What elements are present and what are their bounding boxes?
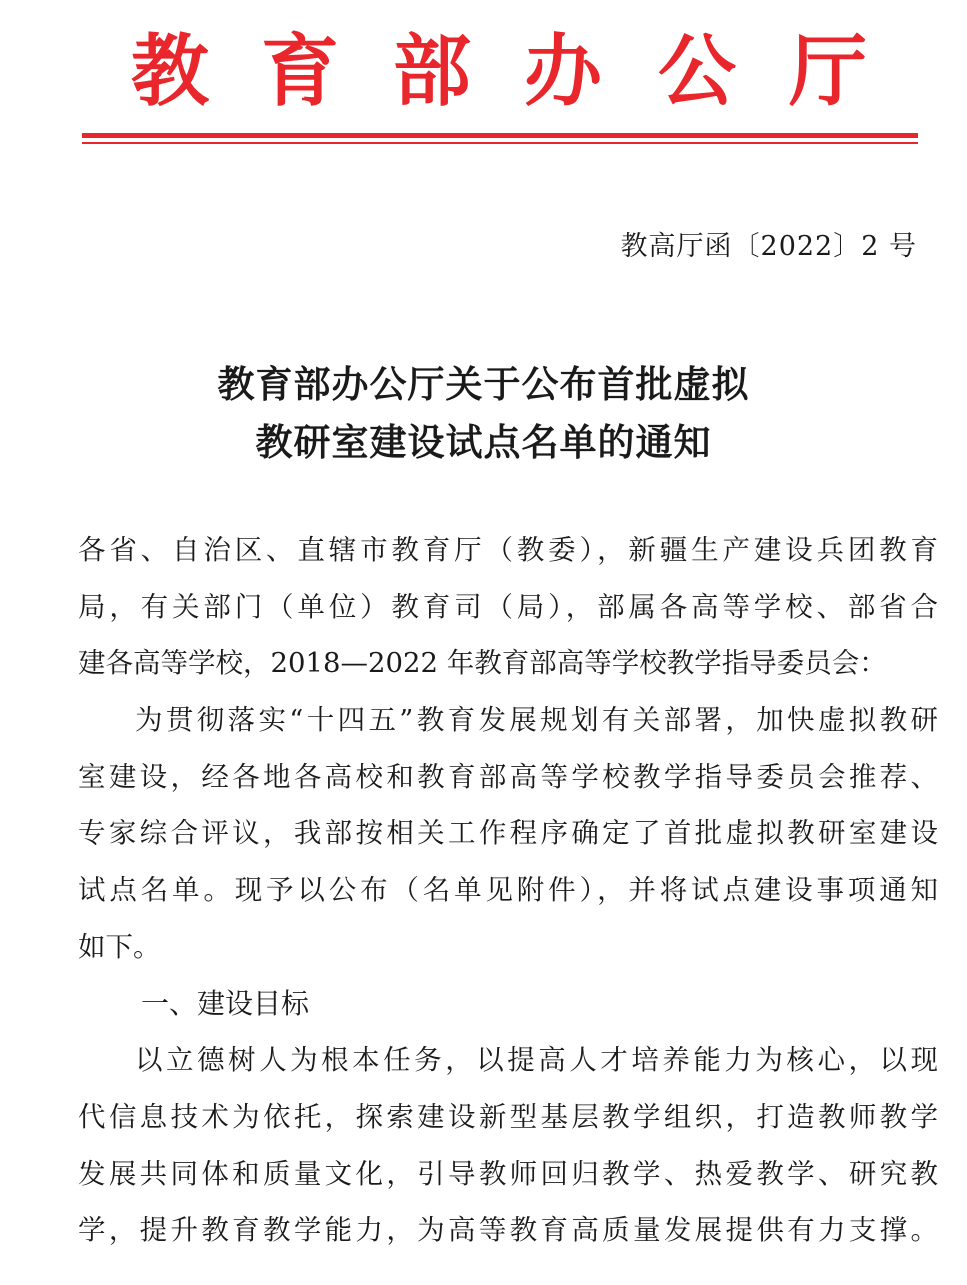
paragraph-line: 以立德树人为根本任务，以提高人才培养能力为核心，以现 bbox=[135, 1044, 938, 1077]
document-number: 教高厅函〔2022〕2 号 bbox=[620, 231, 917, 262]
paragraph-line: 如下。 bbox=[78, 930, 161, 963]
paragraph-line: 专家综合评议，我部按相关工作程序确定了首批虚拟教研室建设 bbox=[78, 817, 938, 850]
document-title-line: 教育部办公厅关于公布首批虚拟 bbox=[217, 362, 750, 406]
letterhead-char: 部 bbox=[392, 26, 472, 117]
paragraph-line: 试点名单。现予以公布（名单见附件），并将试点建设事项通知 bbox=[78, 874, 938, 907]
paragraph-line: 为贯彻落实“十四五”教育发展规划有关部署，加快虚拟教研 bbox=[135, 704, 938, 737]
letterhead-char: 办 bbox=[523, 26, 603, 117]
document-title-line: 教研室建设试点名单的通知 bbox=[255, 420, 712, 464]
paragraph-line: 室建设，经各地各高校和教育部高等学校教学指导委员会推荐、 bbox=[78, 760, 938, 793]
addressee-line: 各省、自治区、直辖市教育厅（教委），新疆生产建设兵团教育 bbox=[78, 534, 938, 566]
letterhead-red-rule bbox=[82, 133, 918, 138]
letterhead-char: 厅 bbox=[788, 26, 868, 117]
paragraph-line: 学，提升教育教学能力，为高等教育高质量发展提供有力支撑。 bbox=[78, 1214, 938, 1247]
document-body bbox=[78, 522, 938, 1259]
letterhead-char: 育 bbox=[260, 26, 340, 117]
letterhead-title bbox=[60, 18, 920, 118]
letterhead-char: 公 bbox=[657, 26, 737, 117]
addressee-line: 建各高等学校，2018—2022 年教育部高等学校教学指导委员会： bbox=[78, 647, 887, 680]
paragraph-line: 代信息技术为依托，探索建设新型基层教学组织，打造教师教学 bbox=[78, 1100, 938, 1133]
letterhead-red-rule-thin bbox=[82, 142, 918, 144]
letterhead bbox=[60, 18, 920, 118]
section-heading: 一、建设目标 bbox=[141, 986, 310, 1020]
letterhead-char: 教 bbox=[130, 26, 210, 117]
addressee-line: 局，有关部门（单位）教育司（局），部属各高等学校、部省合 bbox=[78, 590, 938, 623]
paragraph-line: 发展共同体和质量文化，引导教师回归教学、热爱教学、研究教 bbox=[78, 1157, 938, 1190]
document-title bbox=[0, 355, 967, 471]
